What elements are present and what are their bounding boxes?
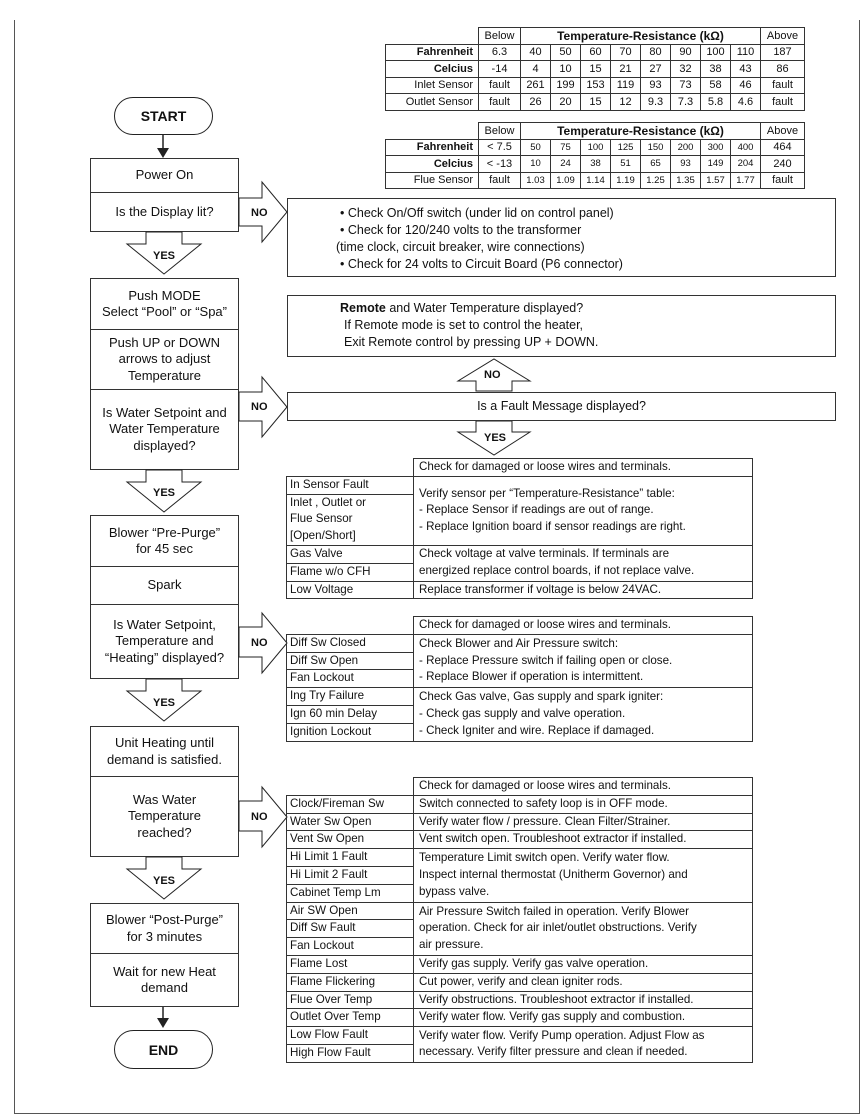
air-line3: air pressure. (419, 938, 484, 952)
table-cell: fault (479, 77, 521, 94)
flame-lost-action: Verify gas supply. Verify gas valve operation. (414, 955, 753, 973)
verify-line3: - Replace Ignition board if sensor readings are right. (419, 520, 686, 534)
row-label: Flue Sensor (386, 172, 479, 189)
remote-box (287, 295, 836, 357)
hi-limit-1: Hi Limit 1 Fault (287, 849, 414, 867)
flue-action: Verify obstructions. Troubleshoot extractor if installed. (414, 991, 753, 1009)
remote-line2: If Remote mode is set to control the heater, (344, 318, 584, 332)
row-label: Outlet Sensor (386, 94, 479, 111)
table-cell: 1.77 (731, 172, 761, 189)
verify-line1: Verify sensor per “Temperature-Resistance” table: (419, 486, 675, 500)
pre-purge-step (90, 515, 239, 567)
remote-line3: Exit Remote control by pressing UP + DOWN. (344, 335, 599, 349)
outlet-over-temp: Outlet Over Temp (287, 1009, 414, 1027)
yes-label-3: YES (153, 697, 176, 709)
table-cell: 43 (731, 61, 761, 78)
yes-label-4: YES (153, 875, 176, 887)
hi-limit-line1: Temperature Limit switch open. Verify water flow. (419, 851, 670, 865)
display-check-2: • Check for 120/240 volts to the transformer (340, 223, 582, 237)
temp-reached-decision (90, 776, 239, 857)
yes-label-1: YES (153, 250, 176, 262)
table-cell: 110 (731, 44, 761, 61)
table-cell: 240 (761, 156, 805, 173)
power-on-step: Power On (90, 158, 239, 193)
fault-arrows (0, 0, 1, 1)
heating-line2: Temperature and (115, 633, 214, 649)
flame-cfh-fault: Flame w/o CFH (287, 563, 414, 581)
wait-line2: demand (141, 980, 188, 995)
push-up-down-step (90, 329, 239, 390)
ing-try-failure: Ing Try Failure (287, 688, 414, 706)
table-cell: 27 (641, 61, 671, 78)
table-cell: 90 (671, 44, 701, 61)
air-action (414, 902, 753, 955)
flame-lost: Flame Lost (287, 955, 414, 973)
table-cell: 7.3 (671, 94, 701, 111)
diff-sw-closed: Diff Sw Closed (287, 634, 414, 652)
clock-action: Switch connected to safety loop is in OFF mode. (414, 795, 753, 813)
remote-rest: and Water Temperature displayed? (385, 301, 584, 315)
table-cell: 4 (521, 61, 551, 78)
yes-label-2: YES (153, 487, 176, 499)
table-cell: 20 (551, 94, 581, 111)
table-cell: 93 (671, 156, 701, 173)
ignition-action (414, 688, 753, 741)
flow-line1: Verify water flow. Verify Pump operation. Adjust Flow as (419, 1028, 705, 1042)
fault-table-blower (286, 616, 753, 742)
fault-no-label: NO (484, 369, 501, 381)
blower-action (414, 634, 753, 687)
heating-line1: Is Water Setpoint, (113, 617, 216, 633)
above-header: Above (761, 28, 805, 45)
pre-purge-line1: Blower “Pre-Purge” (108, 524, 221, 540)
table-cell: 24 (551, 156, 581, 173)
table-cell: 38 (581, 156, 611, 173)
table-cell: fault (479, 94, 521, 111)
temp-reached-line1: Was Water (132, 792, 197, 808)
post-purge-line2: for 3 minutes (126, 928, 203, 944)
no-label-4: NO (251, 811, 268, 823)
vent-action: Vent switch open. Troubleshoot extractor if installed. (414, 831, 753, 849)
table-cell: 75 (551, 139, 581, 156)
row-label: Inlet Sensor (386, 77, 479, 94)
table-cell: 58 (701, 77, 731, 94)
table-cell: 1.35 (671, 172, 701, 189)
table-cell: 21 (611, 61, 641, 78)
table-cell: 119 (611, 77, 641, 94)
table-cell: fault (761, 94, 805, 111)
flame-flick-action: Cut power, verify and clean igniter rods. (414, 973, 753, 991)
push-up-line3: Temperature (128, 367, 201, 383)
low-voltage-action: Replace transformer if voltage is below 24VAC. (414, 581, 753, 599)
table-cell: 10 (521, 156, 551, 173)
verify-line2: - Replace Sensor if readings are out of range. (419, 503, 654, 517)
water-setpoint-line1: Is Water Setpoint and (102, 405, 227, 421)
table-cell: 4.6 (731, 94, 761, 111)
push-mode-line1: Push MODE (128, 287, 201, 303)
table-cell: 60 (581, 44, 611, 61)
table-cell: fault (761, 172, 805, 189)
table-cell: 15 (581, 94, 611, 111)
diff-sw-fault: Diff Sw Fault (287, 920, 414, 938)
heating-line3: “Heating” displayed? (104, 649, 225, 665)
display-check-1: • Check On/Off switch (under lid on control panel) (340, 206, 614, 220)
table-cell: 187 (761, 44, 805, 61)
table-cell: 149 (701, 156, 731, 173)
table-cell: -14 (479, 61, 521, 78)
row-label: Fahrenheit (386, 44, 479, 61)
table-cell: 464 (761, 139, 805, 156)
row-label: Fahrenheit (386, 139, 479, 156)
push-up-line1: Push UP or DOWN (108, 335, 220, 351)
post-purge-line1: Blower “Post-Purge” (105, 912, 224, 928)
start-terminal: START (114, 97, 213, 135)
table-cell: 1.19 (611, 172, 641, 189)
table-cell: 400 (731, 139, 761, 156)
flame-flickering: Flame Flickering (287, 973, 414, 991)
air-line2: operation. Check for air inlet/outlet obstructions. Verify (419, 921, 697, 935)
table-title: Temperature-Resistance (kΩ) (521, 123, 761, 140)
pre-purge-line2: for 45 sec (135, 541, 194, 556)
temperature-resistance-table-flue (385, 122, 805, 189)
unit-heating-line2: demand is satisfied. (107, 751, 222, 767)
page-border-bottom (14, 1113, 860, 1114)
table-cell: 38 (701, 61, 731, 78)
table-cell: 70 (611, 44, 641, 61)
wait-step (90, 953, 239, 1007)
table-cell: 300 (701, 139, 731, 156)
table-cell: 50 (521, 139, 551, 156)
unit-heating-line1: Unit Heating until (115, 735, 214, 751)
fault-question-box: Is a Fault Message displayed? (287, 392, 836, 421)
hi-limit-2: Hi Limit 2 Fault (287, 866, 414, 884)
display-lit-decision: Is the Display lit? (90, 192, 239, 232)
below-header: Below (479, 28, 521, 45)
table-cell: 73 (671, 77, 701, 94)
table-cell: 1.57 (701, 172, 731, 189)
remote-bold: Remote (340, 301, 386, 315)
verify-sensor-action (414, 476, 753, 545)
open-short-fault: [Open/Short] (287, 528, 414, 545)
no-label-1: NO (251, 207, 268, 219)
clock-fireman-sw: Clock/Fireman Sw (287, 795, 414, 813)
table-cell: 40 (521, 44, 551, 61)
cabinet-temp: Cabinet Temp Lm (287, 884, 414, 902)
air-sw-open: Air SW Open (287, 902, 414, 920)
end-terminal: END (114, 1030, 213, 1069)
push-mode-line2: Select “Pool” or “Spa” (102, 304, 227, 319)
fault-table-sensors (286, 458, 753, 599)
table-cell: 6.3 (479, 44, 521, 61)
table-cell: 1.25 (641, 172, 671, 189)
vent-sw-open: Vent Sw Open (287, 831, 414, 849)
table-cell: 150 (641, 139, 671, 156)
hi-limit-action (414, 849, 753, 902)
air-line1: Air Pressure Switch failed in operation. Verify Blower (419, 904, 689, 918)
flow-line2: necessary. Verify filter pressure and clean if needed. (419, 1045, 688, 1059)
table-cell: 199 (551, 77, 581, 94)
no-label-3: NO (251, 637, 268, 649)
table-cell: 1.09 (551, 172, 581, 189)
table-cell: fault (761, 77, 805, 94)
table-cell: 261 (521, 77, 551, 94)
diff-sw-open: Diff Sw Open (287, 652, 414, 670)
gas-valve-action (414, 545, 753, 581)
row-label: Celcius (386, 156, 479, 173)
table-cell: < 7.5 (479, 139, 521, 156)
table-cell: 32 (671, 61, 701, 78)
high-flow-fault: High Flow Fault (287, 1044, 414, 1062)
table-cell: 100 (581, 139, 611, 156)
display-checks-box (287, 198, 836, 277)
ft1-header: Check for damaged or loose wires and terminals. (414, 459, 753, 477)
wait-line1: Wait for new Heat (113, 963, 216, 979)
blower-line3: - Replace Blower if operation is intermittent. (419, 670, 644, 684)
push-up-line2: arrows to adjust (118, 351, 211, 367)
table-cell: 46 (731, 77, 761, 94)
gas-valve-line1: Check voltage at valve terminals. If terminals are (419, 547, 670, 561)
no-label-2: NO (251, 401, 268, 413)
remote-line1 (340, 300, 835, 317)
in-sensor-fault: In Sensor Fault (287, 476, 414, 494)
table-cell: 80 (641, 44, 671, 61)
ignition-line1: Check Gas valve, Gas supply and spark igniter: (419, 690, 664, 704)
table-title: Temperature-Resistance (kΩ) (521, 28, 761, 45)
fault-yes-label: YES (484, 432, 507, 444)
table-cell: 93 (641, 77, 671, 94)
low-flow-fault: Low Flow Fault (287, 1027, 414, 1045)
fan-lockout: Fan Lockout (287, 670, 414, 688)
table-cell: 26 (521, 94, 551, 111)
fault-table-limits (286, 777, 753, 1063)
low-voltage-fault: Low Voltage (287, 581, 414, 599)
table-cell: 5.8 (701, 94, 731, 111)
gas-valve-fault: Gas Valve (287, 545, 414, 563)
table-cell: 51 (611, 156, 641, 173)
ign-60-min-delay: Ign 60 min Delay (287, 705, 414, 723)
hi-limit-line3: bypass valve. (419, 884, 490, 898)
temp-reached-line3: reached? (137, 824, 192, 840)
page-border-right (859, 20, 860, 1114)
blower-line2: - Replace Pressure switch if failing open or close. (419, 653, 673, 667)
post-purge-step (90, 903, 239, 954)
water-setpoint-line2: Water Temperature (109, 421, 220, 437)
display-check-3: (time clock, circuit breaker, wire connections) (336, 240, 585, 254)
heating-decision (90, 604, 239, 679)
table-cell: 200 (671, 139, 701, 156)
table-cell: 10 (551, 61, 581, 78)
table-cell: 125 (611, 139, 641, 156)
below-header: Below (479, 123, 521, 140)
flue-sensor-fault: Flue Sensor (287, 511, 414, 528)
table-cell: fault (479, 172, 521, 189)
table-cell: 153 (581, 77, 611, 94)
temp-reached-line2: Temperature (128, 808, 201, 824)
water-action: Verify water flow / pressure. Clean Filter/Strainer. (414, 813, 753, 831)
table-cell: < -13 (479, 156, 521, 173)
table-cell: 1.03 (521, 172, 551, 189)
hi-limit-line2: Inspect internal thermostat (Unitherm Governor) and (419, 867, 688, 881)
spark-step: Spark (90, 566, 239, 605)
table-cell: 12 (611, 94, 641, 111)
table-cell: 1.14 (581, 172, 611, 189)
water-setpoint-decision (90, 389, 239, 470)
display-check-4: • Check for 24 volts to Circuit Board (P6 connector) (340, 257, 623, 271)
ft3-header: Check for damaged or loose wires and terminals. (414, 778, 753, 796)
table-cell: 100 (701, 44, 731, 61)
flow-action (414, 1027, 753, 1063)
table-cell: 50 (551, 44, 581, 61)
fan-lockout-2: Fan Lockout (287, 938, 414, 956)
push-mode-step (90, 278, 239, 330)
table-cell: 204 (731, 156, 761, 173)
row-label: Celcius (386, 61, 479, 78)
table-cell: 9.3 (641, 94, 671, 111)
ignition-line2: - Check gas supply and valve operation. (419, 706, 626, 720)
ignition-lockout: Ignition Lockout (287, 723, 414, 741)
table-cell: 65 (641, 156, 671, 173)
inlet-outlet-fault: Inlet , Outlet or (287, 494, 414, 511)
outlet-action: Verify water flow. Verify gas supply and combustion. (414, 1009, 753, 1027)
ignition-line3: - Check Igniter and wire. Replace if damaged. (419, 723, 655, 737)
flue-over-temp: Flue Over Temp (287, 991, 414, 1009)
temperature-resistance-table-sensors (385, 27, 805, 111)
table-cell: 86 (761, 61, 805, 78)
water-setpoint-line3: displayed? (133, 437, 196, 453)
unit-heating-step (90, 726, 239, 777)
ft2-header: Check for damaged or loose wires and terminals. (414, 617, 753, 635)
blower-line1: Check Blower and Air Pressure switch: (419, 636, 619, 650)
table-cell: 15 (581, 61, 611, 78)
gas-valve-line2: energized replace control boards, if not replace valve. (419, 564, 695, 578)
water-sw-open: Water Sw Open (287, 813, 414, 831)
above-header: Above (761, 123, 805, 140)
page-border-left (14, 20, 15, 1114)
